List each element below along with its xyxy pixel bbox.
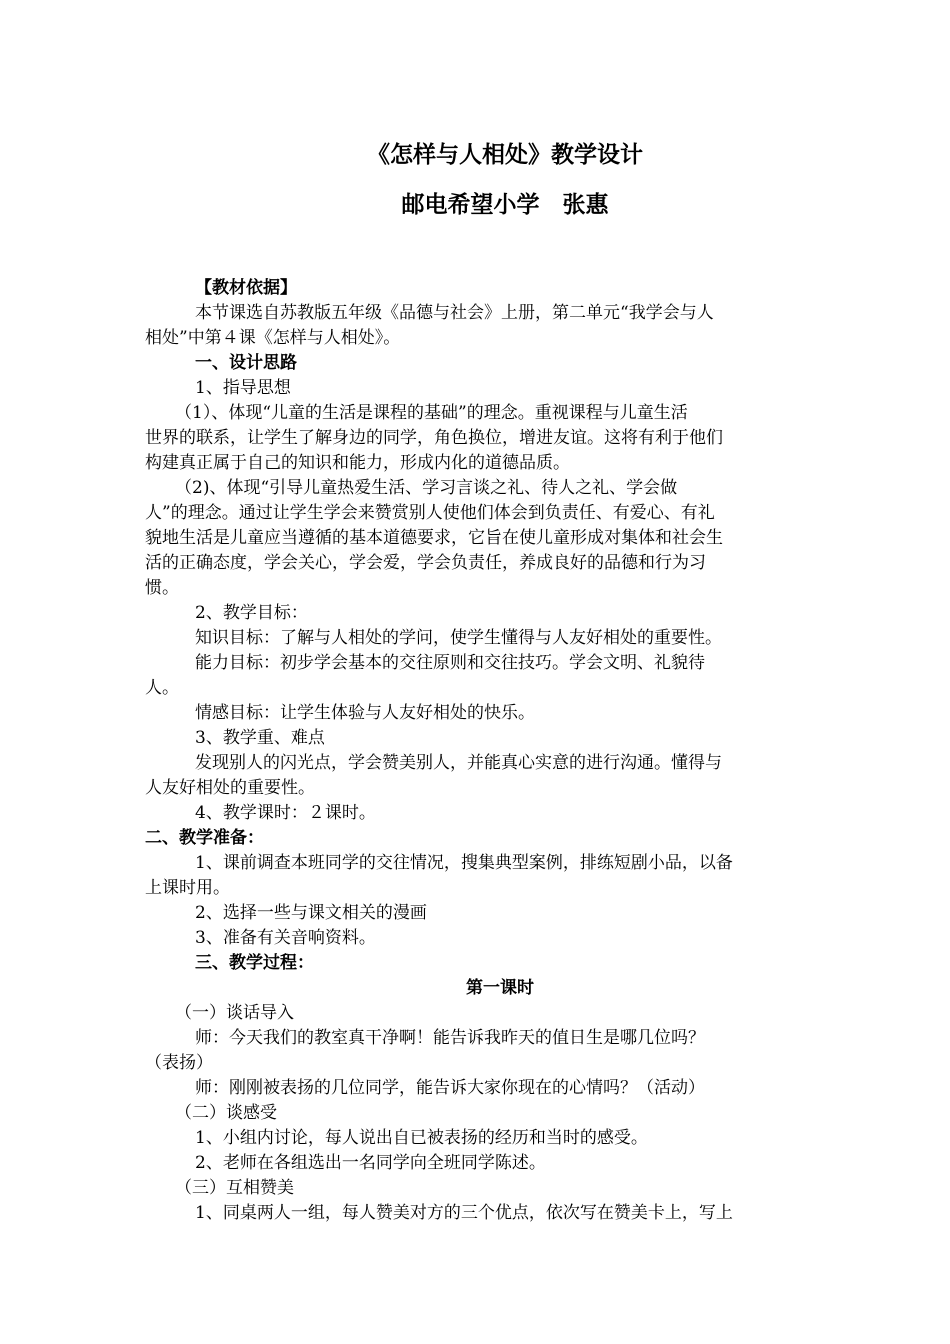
paragraph-line: 2、教学目标： [195, 603, 308, 623]
paragraph-line: 知识目标：了解与人相处的学问，使学生懂得与人友好相处的重要性。 [195, 628, 722, 648]
paragraph-line: 1、小组内讨论，每人说出自已被表扬的经历和当时的感受。 [195, 1128, 648, 1148]
paragraph-line: （二）谈感受 [175, 1103, 277, 1123]
author-line: 邮电希望小学 张惠 [401, 192, 609, 218]
paragraph-line: 4、教学课时：２课时。 [195, 803, 376, 823]
paragraph-line: （一）谈话导入 [175, 1003, 294, 1023]
paragraph-line: 师：今天我们的教室真干净啊！能告诉我昨天的值日生是哪几位吗？ [195, 1028, 705, 1048]
section-heading: 【教材依据】 [195, 278, 297, 298]
paragraph-line: 3、教学重、难点 [195, 728, 325, 748]
document-title: 《怎样与人相处》教学设计 [367, 142, 643, 168]
paragraph-line: 貌地生活是儿童应当遵循的基本道德要求，它旨在使儿童形成对集体和社会生 [145, 528, 723, 548]
paragraph-line: 1、同桌两人一组，每人赞美对方的三个优点，依次写在赞美卡上，写上 [195, 1203, 733, 1223]
paragraph-line: 1、指导思想 [195, 378, 291, 398]
paragraph-line: 师：刚刚被表扬的几位同学，能告诉大家你现在的心情吗？（活动） [195, 1078, 705, 1098]
section-heading: 三、教学过程： [195, 953, 314, 973]
paragraph-line: （表扬） [145, 1053, 213, 1073]
paragraph-line: 情感目标：让学生体验与人友好相处的快乐。 [195, 703, 535, 723]
paragraph-line: 上课时用。 [145, 878, 230, 898]
paragraph-line: 发现别人的闪光点，学会赞美别人，并能真心实意的进行沟通。懂得与 [195, 753, 722, 773]
paragraph-line: 3、准备有关音响资料。 [195, 928, 376, 948]
paragraph-line: （三）互相赞美 [175, 1178, 294, 1198]
paragraph-line: （1）、体现“儿童的生活是课程的基础”的理念。重视课程与儿童生活 [175, 403, 688, 423]
lesson-period-heading: 第一课时 [466, 978, 534, 998]
paragraph-line: 1、课前调查本班同学的交往情况，搜集典型案例，排练短剧小品，以备 [195, 853, 733, 873]
paragraph-line: 相处”中第４课《怎样与人相处》。 [145, 328, 401, 348]
paragraph-line: 活的正确态度，学会关心，学会爱，学会负责任，养成良好的品德和行为习 [145, 553, 706, 573]
paragraph-line: 世界的联系，让学生了解身边的同学，角色换位，增进友谊。这将有利于他们 [145, 428, 723, 448]
paragraph-line: 人友好相处的重要性。 [145, 778, 315, 798]
section-heading: 二、教学准备： [145, 828, 264, 848]
paragraph-line: 能力目标：初步学会基本的交往原则和交往技巧。学会文明、礼貌待 [195, 653, 705, 673]
paragraph-line: 惯。 [145, 578, 179, 598]
paragraph-line: （2)、体现“引导儿童热爱生活、学习言谈之礼、待人之礼、学会做 [175, 478, 678, 498]
paragraph-line: 人。 [145, 678, 179, 698]
paragraph-line: 构建真正属于自己的知识和能力，形成内化的道德品质。 [145, 453, 570, 473]
paragraph-line: 2、选择一些与课文相关的漫画 [195, 903, 427, 923]
paragraph-line: 人”的理念。通过让学生学会来赞赏别人使他们体会到负责任、有爱心、有礼 [145, 503, 715, 523]
paragraph-line: 2、老师在各组选出一名同学向全班同学陈述。 [195, 1153, 546, 1173]
section-heading: 一、设计思路 [195, 353, 297, 373]
paragraph-line: 本节课选自苏教版五年级《品德与社会》上册，第二单元“我学会与人 [195, 303, 714, 323]
